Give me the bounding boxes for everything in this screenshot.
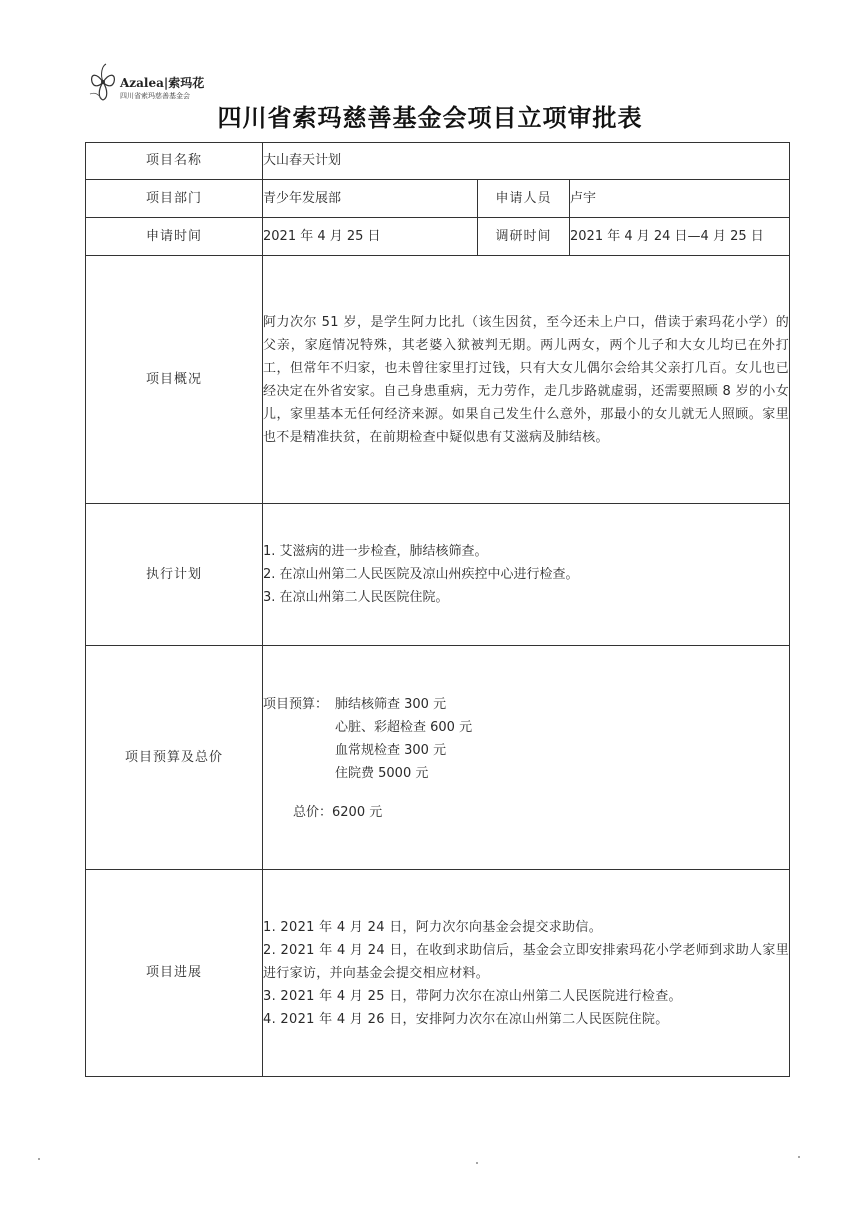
budget-cell [263, 646, 790, 870]
apply-time-value: 2021 年 4 月 25 日 [263, 218, 478, 256]
project-name-value: 大山春天计划 [263, 143, 790, 180]
row-budget [86, 646, 790, 870]
scan-speck [476, 1162, 478, 1164]
plan-label: 执行计划 [86, 504, 263, 646]
budget-label: 项目预算及总价 [86, 646, 263, 870]
row-overview [86, 256, 790, 504]
approval-form-table [85, 142, 790, 1077]
progress-item: 3. 2021 年 4 月 25 日，带阿力次尔在凉山州第二人民医院进行检查。 [263, 988, 682, 1004]
apply-time-label: 申请时间 [86, 218, 263, 256]
plan-item: 3. 在凉山州第二人民医院住院。 [263, 590, 449, 605]
budget-prefix: 项目预算： [263, 696, 329, 712]
plan-item: 1. 艾滋病的进一步检查，肺结核筛查。 [263, 544, 488, 559]
budget-item: 血常规检查 300 元 [335, 742, 447, 758]
logo-brand-text: Azalea|索玛花 [120, 76, 205, 90]
plan-item: 2. 在凉山州第二人民医院及凉山州疾控中心进行检查。 [263, 567, 579, 582]
project-name-label: 项目名称 [86, 143, 263, 180]
row-project-name [86, 143, 790, 180]
budget-item: 住院费 5000 元 [335, 765, 429, 781]
progress-label: 项目进展 [86, 870, 263, 1077]
plan-cell [263, 504, 790, 646]
row-department [86, 180, 790, 218]
progress-item: 4. 2021 年 4 月 26 日，安排阿力次尔在凉山州第二人民医院住院。 [263, 1011, 669, 1027]
document-title: 四川省索玛慈善基金会项目立项审批表 [217, 103, 643, 132]
budget-block [263, 693, 789, 823]
progress-item: 2. 2021 年 4 月 24 日，在收到求助信后，基金会立即安排索玛花小学老师到求助人家里进行家访，并向基金会提交相应材料。 [263, 942, 790, 981]
applicant-value: 卢宇 [570, 180, 790, 218]
survey-time-value: 2021 年 4 月 24 日—4 月 25 日 [570, 218, 790, 256]
row-plan [86, 504, 790, 646]
overview-text: 阿力次尔 51 岁，是学生阿力比扎（该生因贫，至今还未上户口，借读于索玛花小学）的父亲，家庭情况特殊，其老婆入狱被判无期。两儿两女，两个儿子和大女儿均已在外打工，但常年不归家，也未曾往家里打过钱，只有大女儿偶尔会给其父亲打几百。女儿也已经决定在外省安家。自己身患重病，无力劳作，走几步路就虚弱，还需要照顾 8 岁的小女儿，家里基本无任何经济来源。如果自己发生什么意外，那最小的女儿就无人照顾。家里也不是精准扶贫，在前期检查中疑似患有艾滋病及肺结核。 [263, 314, 790, 445]
budget-item: 心脏、彩超检查 600 元 [335, 719, 473, 735]
applicant-label: 申请人员 [478, 180, 570, 218]
department-label: 项目部门 [86, 180, 263, 218]
department-value: 青少年发展部 [263, 180, 478, 218]
overview-label: 项目概况 [86, 256, 263, 504]
row-dates [86, 218, 790, 256]
row-progress [86, 870, 790, 1077]
overview-cell [263, 256, 790, 504]
scan-speck [38, 1158, 40, 1160]
logo-subtitle: 四川省索玛慈善基金会 [120, 92, 190, 100]
budget-item: 肺结核筛查 300 元 [335, 696, 447, 712]
survey-time-label: 调研时间 [478, 218, 570, 256]
scan-speck [798, 1156, 800, 1158]
progress-item: 1. 2021 年 4 月 24 日，阿力次尔向基金会提交求助信。 [263, 919, 602, 935]
budget-total: 总价：6200 元 [293, 804, 383, 820]
progress-cell [263, 870, 790, 1077]
